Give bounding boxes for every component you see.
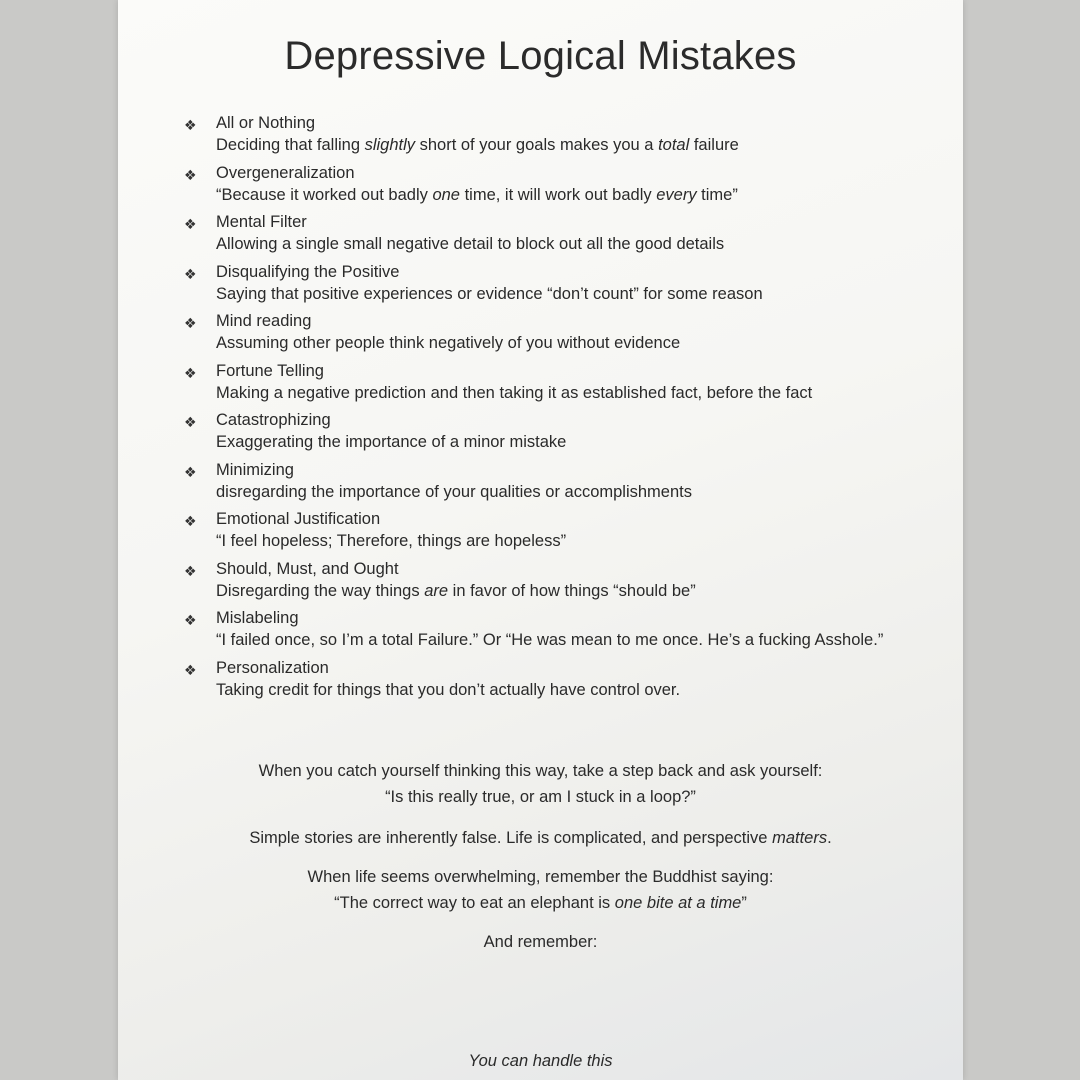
bullet-icon: ❖ <box>184 414 197 430</box>
bullet-icon: ❖ <box>184 463 197 480</box>
closing-line-5: “The correct way to eat an elephant is one bite at a time” <box>334 894 747 912</box>
closing-line-6: And remember: <box>483 933 598 951</box>
mistake-item <box>180 213 960 263</box>
bullet-icon: ❖ <box>184 315 197 331</box>
mistake-name: Should, Must, and Ought <box>216 559 399 578</box>
bullet-icon: ❖ <box>184 612 197 628</box>
document-page <box>118 0 963 1080</box>
mistake-name: Fortune Telling <box>216 361 324 380</box>
closing-final: You can handle this <box>468 1052 613 1070</box>
mistake-name: Disqualifying the Positive <box>216 262 400 281</box>
mistake-description: Exaggerating the importance of a minor mistake <box>216 433 567 451</box>
mistake-description: “I feel hopeless; Therefore, things are hopeless” <box>216 532 567 550</box>
mistake-name: Mental Filter <box>216 213 307 231</box>
closing-line-4: When life seems overwhelming, remember the Buddhist saying: <box>307 868 774 886</box>
mistake-description: Assuming other people think negatively of you without evidence <box>216 334 681 352</box>
mistake-item <box>180 411 960 461</box>
mistake-description: Saying that positive experiences or evidence “don’t count” for some reason <box>216 284 763 303</box>
mistake-description: Taking credit for things that you don’t actually have control over. <box>216 680 681 699</box>
bullet-icon: ❖ <box>184 117 197 133</box>
mistake-item <box>180 659 960 709</box>
mistake-name: Mind reading <box>216 312 312 330</box>
closing-line-1: When you catch yourself thinking this way, take a step back and ask yourself: <box>258 762 823 780</box>
mistake-item <box>180 609 960 659</box>
mistake-name: All or Nothing <box>216 114 316 132</box>
mistake-name: Catastrophizing <box>216 411 331 429</box>
bullet-icon: ❖ <box>184 216 197 232</box>
mistakes-list <box>180 114 960 708</box>
mistake-name: Overgeneralization <box>216 163 355 182</box>
closing-line-3: Simple stories are inherently false. Life is complicated, and perspective matters. <box>249 829 832 847</box>
mistake-description: Deciding that falling slightly short of your goals makes you a total failure <box>216 136 739 154</box>
mistake-item <box>180 461 960 511</box>
mistake-description: Making a negative prediction and then taking it as established fact, before the fact <box>216 383 813 402</box>
mistake-item <box>180 263 960 313</box>
bullet-icon: ❖ <box>184 166 197 183</box>
mistake-description: “Because it worked out badly one time, it will work out badly every time” <box>216 185 738 204</box>
mistake-description: “I failed once, so I’m a total Failure.” Or “He was mean to me once. He’s a fucking Asshole.” <box>216 631 884 649</box>
bullet-icon: ❖ <box>184 513 197 529</box>
mistake-description: Allowing a single small negative detail to block out all the good details <box>216 235 725 253</box>
mistake-item <box>180 560 960 610</box>
closing-line-2: “Is this really true, or am I stuck in a loop?” <box>385 788 696 806</box>
mistake-item <box>180 164 960 214</box>
bullet-icon: ❖ <box>184 661 197 678</box>
page-title: Depressive Logical Mistakes <box>284 34 797 78</box>
mistake-description: Disregarding the way things are in favor of how things “should be” <box>216 581 696 600</box>
mistake-item <box>180 312 960 362</box>
mistake-item <box>180 362 960 412</box>
mistake-item <box>180 114 960 164</box>
mistake-name: Personalization <box>216 658 329 677</box>
bullet-icon: ❖ <box>184 562 197 579</box>
mistake-item <box>180 510 960 560</box>
mistake-name: Mislabeling <box>216 609 299 627</box>
bullet-icon: ❖ <box>184 364 197 381</box>
bullet-icon: ❖ <box>184 265 197 282</box>
mistake-name: Emotional Justification <box>216 510 381 528</box>
mistake-name: Minimizing <box>216 460 294 479</box>
mistake-description: disregarding the importance of your qualities or accomplishments <box>216 482 692 501</box>
